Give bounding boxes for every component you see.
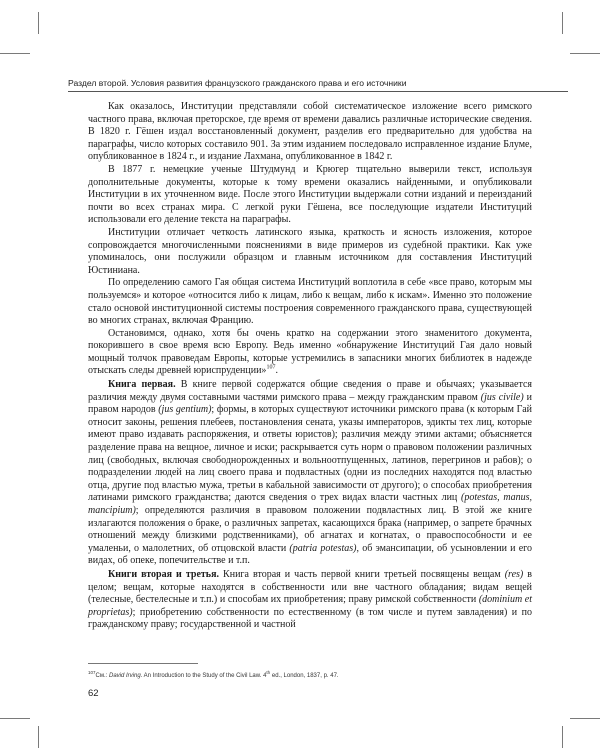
footnote-number: 107 <box>88 670 96 675</box>
crop-mark <box>0 718 30 719</box>
paragraph-text: ; формы, в которых существуют источники римского права (к которым Гай относит законы, решения плебеев, постановления сената, указы императоров, эдикты тех лиц, которые имеют право издавать распоряжения, и ответы юристов); различия между этими актами; объясняется разделение права на вещное, личное и иски; раскрывается суть норм о правовом положении различных лиц (свободных, включая свободнорожденных и вольноотпущенных, латинов, перегринов и рабов); о подразделении людей на лиц своего права и подвластных (одни из последних находятся под властью отца, другие под властью мужа, третьи в кабальной зависимости от другого); о способах приобретения латинами римского гражданства; даются сведения о трех видах власти частных лиц <box>88 404 532 504</box>
footnote-rest: ed., London, 1837, p. 47. <box>270 673 339 679</box>
footnote-title: . An Introduction to the Study of the Civil Law. 4 <box>140 673 267 679</box>
latin-term: (dominium et proprietas) <box>88 594 533 618</box>
paragraph: Институции отличает четкость латинского языка, краткость и ясность изложения, которое сопровождается многочисленными пояснениями в виде примеров из судебной практики. Как уже упоминалось, они послужили образцом и главным источником для составления Институций Юстиниана. <box>88 226 532 276</box>
crop-mark <box>562 726 563 748</box>
paragraph-books-two-three <box>88 569 532 632</box>
footnote-reference[interactable]: 107 <box>266 365 276 372</box>
latin-term: (jus civile) <box>480 391 524 403</box>
footnote-author: David Irving <box>108 673 141 679</box>
footnote-prefix: См.: <box>95 673 109 679</box>
footnote <box>88 670 548 679</box>
paragraph-text: ; определяются различия в правовом положении подвластных лиц. В этой же книге излагаются положения о браке, о различных запретах, касающихся брака (например, о запрете брачных отношений между близкими родственниками), об агнатах и когнатах, о правоспособности и ее умаленьи, о малолетних, об отцовской власти <box>88 505 532 554</box>
paragraph: Остановимся, однако, хотя бы очень кратко на содержании этого знаменитого документа, покорившего в свое время всю Европу. Ведь именно «обнаружение Институций Гая дало новый мощный толчок правоведам Европы, которые устремились в запасники многих библиотек в надежде отыскать следы древней юриспруденции»$^{107}$. <box>88 327 532 377</box>
crop-mark <box>570 53 600 54</box>
section-heading: Книги вторая и третья. <box>108 568 220 580</box>
latin-term: (patria potestas) <box>289 542 357 554</box>
paragraph-text: В книге первой содержатся общие сведения о праве и обычаях; указывается различия между двумя составными частями римского права – между гражданским правом <box>88 379 532 403</box>
crop-mark <box>38 726 39 748</box>
latin-term: (jus gentium) <box>158 404 212 416</box>
paragraph-text: , об эмансипации, об усыновлении и его видах, об опеке, попечительстве и т.п. <box>88 542 532 567</box>
crop-mark <box>570 718 600 719</box>
running-header: Раздел второй. Условия развития французского гражданского права и его источники <box>68 78 407 88</box>
paragraph-text: ; приобретению собственности по естественному (в том числе и путем завладения) и по гражданскому праву; государственной и частной <box>88 606 532 631</box>
paragraph: Как оказалось, Институции представляли собой систематическое изложение всего римского частного права, включая преторское, где время от времени давались различные исторические сведения. В 1820 г. Гёшен издал восстановленный документ, разделив его предварительно для удобства на параграфы, число которых составило 901. За этим изданием последовало исправленное издание Блуме, опубликованное в 1824 г., и издание Лахмана, опубликованное в 1842 г. <box>88 101 532 163</box>
page-number: 62 <box>88 688 99 699</box>
footnote-edition: th <box>266 670 271 675</box>
paragraph: В 1877 г. немецкие ученые Штудмунд и Крюгер тщательно выверили текст, используя дополнительные документы, которые к тому времени оказались найденными, и опубликовали Институции в их уточненном виде. После этого Институции выдержали сотни изданий и переизданий почти во всех странах мира. С легкой руки Гёшена, все последующие издатели Институций использовали его деление текста на параграфы. <box>88 163 532 226</box>
section-heading: Книга первая. <box>108 379 176 391</box>
paragraph-text: Остановимся, однако, хотя бы очень кратко на содержании этого знаменитого документа, покорившего в свое время всю Европу. Ведь именно «обнаружение Институций Гая дало новый мощный толчок правоведам Европы, которые устремились в запасники многих библиотек в надежде отыскать следы древней юриспруденции» <box>88 327 532 377</box>
paragraph: По определению самого Гая общая система Институций воплотила в себе «все право, которым мы пользуемся» и которое «относится либо к лицам, либо к вещам, либо к искам». Именно это положение стало основой институционной системы построения современного гражданского права, существующей во многих странах, включая Францию. <box>88 277 532 327</box>
paragraph-text: и правом народов <box>88 391 532 416</box>
crop-mark <box>38 12 39 34</box>
latin-term: (potestas, manus, mancipium) <box>88 492 532 516</box>
crop-mark <box>562 12 563 34</box>
paragraph-text: в целом; вещам, которые находятся в собственности или вне частного обладания; видам вещей (телесные, бестелесные и т.п.) и способам их приобретения; праву римской собственности <box>88 568 532 606</box>
body-text <box>88 101 532 632</box>
crop-mark <box>0 53 30 54</box>
paragraph-book-one <box>88 379 532 568</box>
paragraph-text: Книга вторая и часть первой книги третьей посвящены вещам <box>219 568 505 580</box>
footnote-rule <box>88 663 198 664</box>
latin-term: (res) <box>504 568 524 580</box>
header-rule <box>68 91 568 92</box>
